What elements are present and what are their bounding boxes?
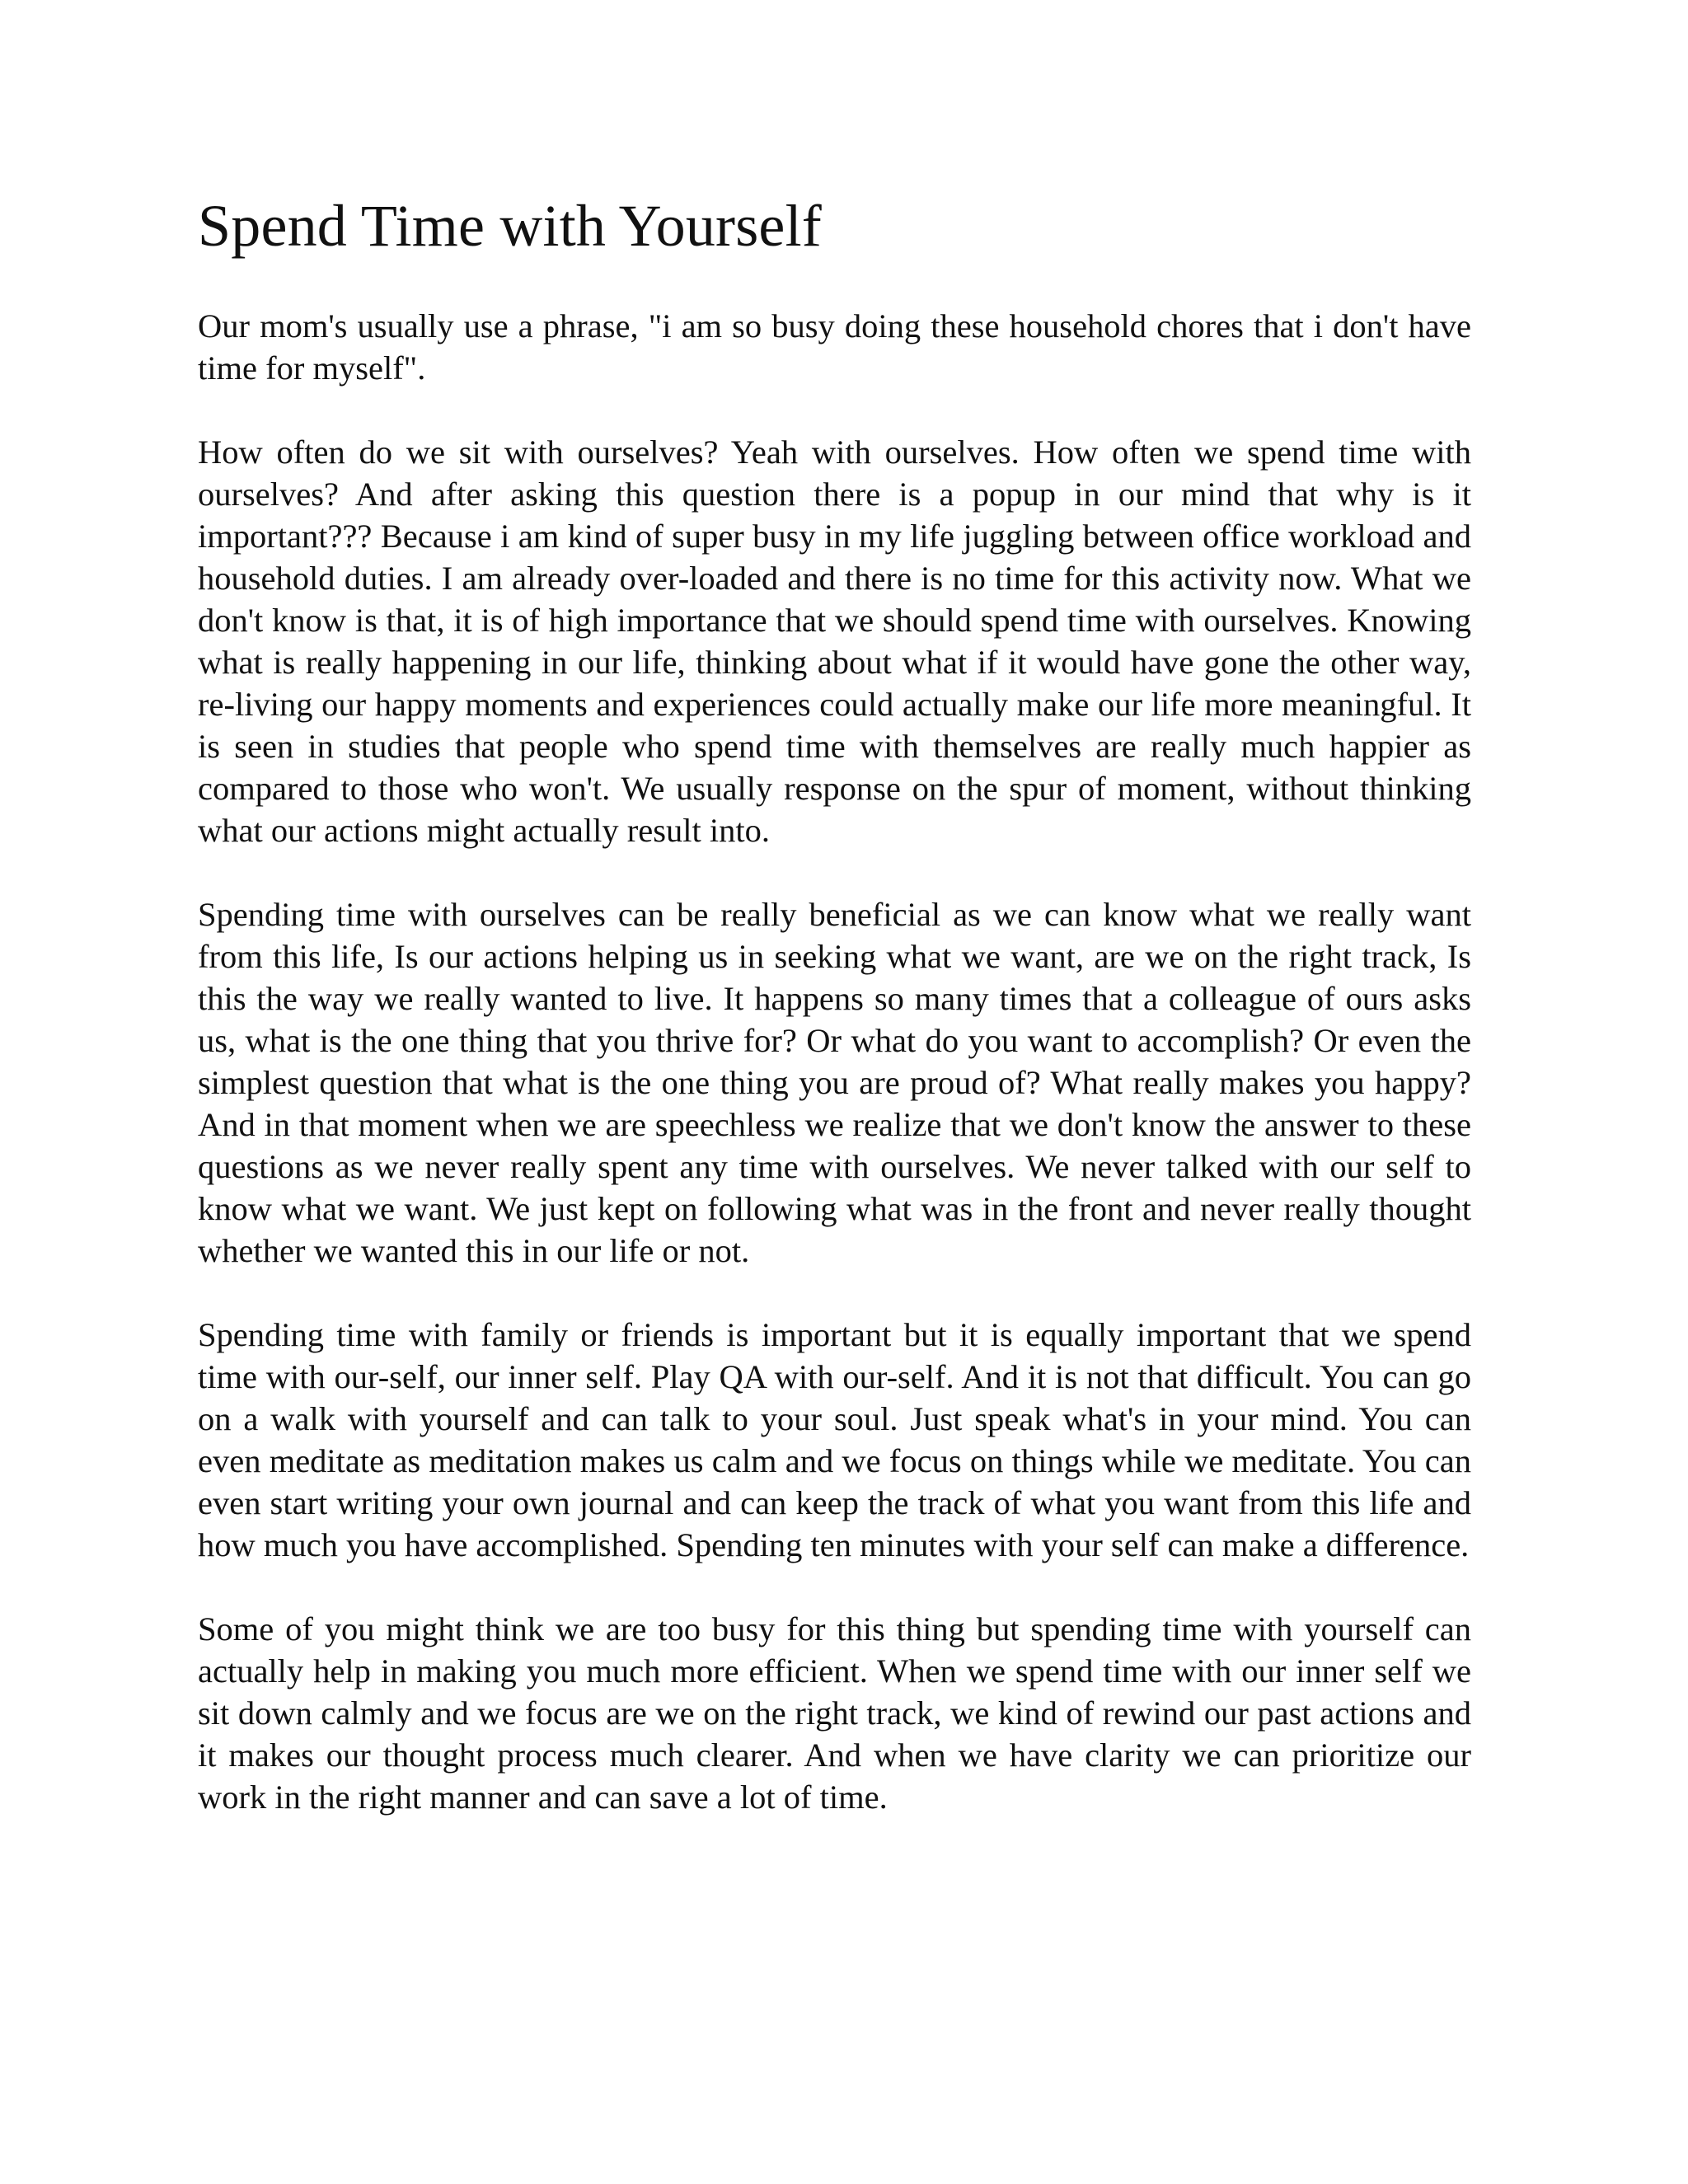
document-title: Spend Time with Yourself	[198, 193, 822, 259]
paragraph-benefits: Spending time with ourselves can be really beneficial as we can know what we really want from this life, Is our actions helping us in seeking what we want, are we on the right track, Is this the way we really wanted to live. It happens so many times that a colleague of ours asks us, what is the one thing that you thrive for? Or what do you want to accomplish? Or even the simplest question that what is the one thing you are proud of? What really makes you happy? And in that moment when we are speechless we realize that we don't know the answer to these questions as we never really spent any time with ourselves. We never talked with our self to know what we want. We just kept on following what was in the front and never really thought whether we wanted this in our life or not.	[198, 896, 1471, 1269]
paragraph-efficiency: Some of you might think we are too busy for this thing but spending time with yourself can actually help in making you much more efficient. When we spend time with our inner self we sit down calmly and we focus are we on the right track, we kind of rewind our past actions and it makes our thought process much clearer. And when we have clarity we can prioritize our work in the right manner and can save a lot of time.	[198, 1610, 1471, 1816]
paragraph-family-friends: Spending time with family or friends is important but it is equally important that we spend time with our-self, our inner self. Play QA with our-self. And it is not that difficult. You can go on a walk with yourself and can talk to your soul. Just speak what's in your mind. You can even meditate as meditation makes us calm and we focus on things while we meditate. You can even start writing your own journal and can keep the track of what you want from this life and how much you have accomplished. Spending ten minutes with your self can make a difference.	[198, 1316, 1471, 1563]
paragraph-intro: Our mom's usually use a phrase, "i am so busy doing these household chores that i don't have time for myself".	[198, 307, 1471, 387]
document-content	[198, 188, 1471, 1818]
paragraph-how-often: How often do we sit with ourselves? Yeah with ourselves. How often we spend time with ourselves? And after asking this question there is a popup in our mind that why is it important??? Because i am kind of super busy in my life juggling between office workload and household duties. I am already over-loaded and there is no time for this activity now. What we don't know is that, it is of high importance that we should spend time with ourselves. Knowing what is really happening in our life, thinking about what if it would have gone the other way, re-living our happy moments and experiences could actually make our life more meaningful. It is seen in studies that people who spend time with themselves are really much happier as compared to those who won't. We usually response on the spur of moment, without thinking what our actions might actually result into.	[198, 434, 1471, 849]
